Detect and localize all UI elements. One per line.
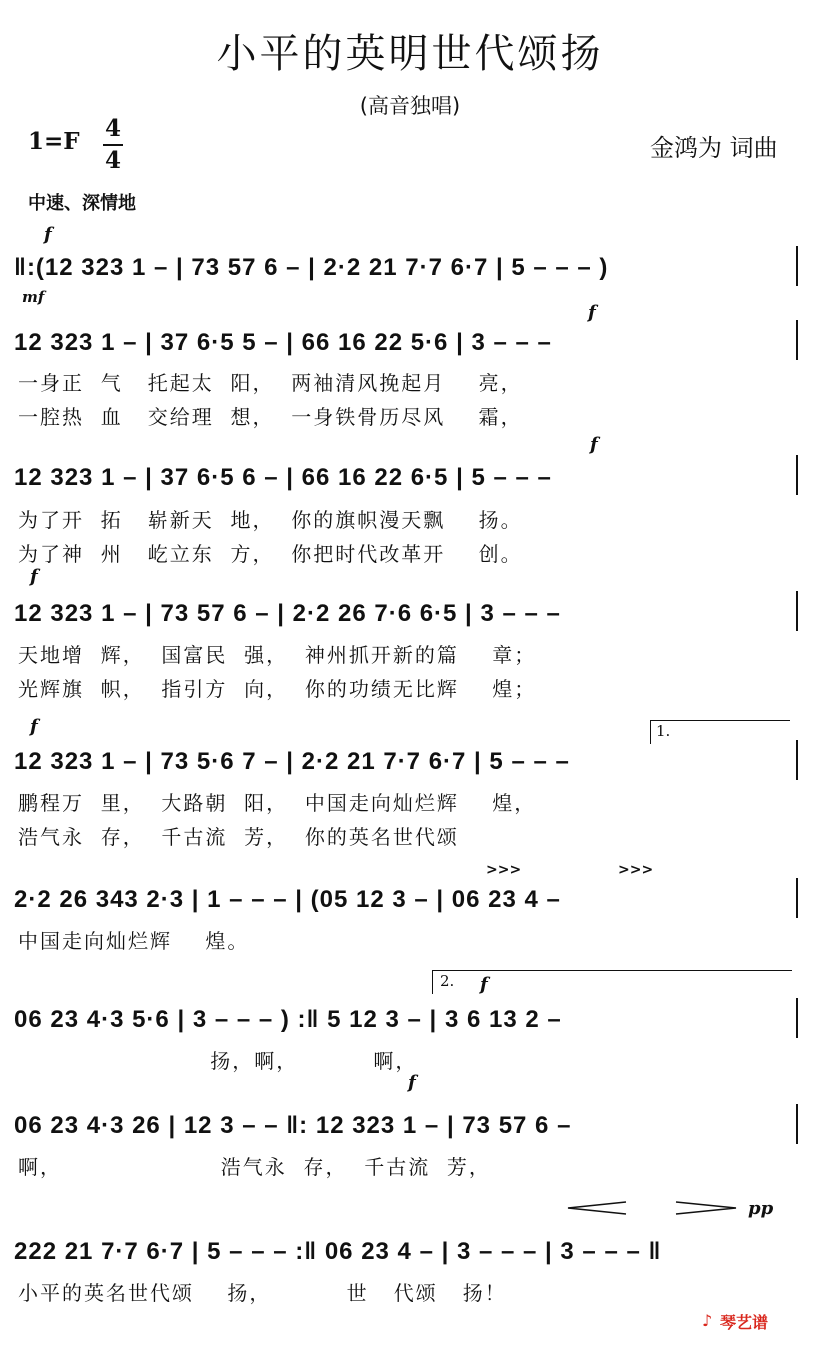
page-title: 小平的英明世代颂扬 [216, 31, 604, 77]
key-signature: 1=F [28, 128, 80, 155]
volta-bracket [432, 970, 433, 994]
lyrics-3-verse-1: 为了开 拓 崭新天 地， 你的旗帜漫天飘 扬。 [18, 508, 523, 532]
dynamic-forte: f [588, 302, 596, 323]
dynamic-forte: f [590, 434, 598, 455]
lyrics-2-verse-1: 一身正 气 托起太 阳， 两袖清风挽起月 亮， [18, 371, 523, 395]
time-signature-top: 4 [104, 115, 121, 142]
dynamic-forte: f [44, 224, 52, 245]
volta-bracket-line [650, 720, 790, 721]
notation-line-2: 12 323 1 – | 37 6·5 5 – | 66 16 22 5·6 | 3 – – – [14, 329, 552, 356]
barline [796, 320, 798, 360]
lyrics-6: 中国走向灿烂辉 煌。 [18, 929, 250, 953]
decrescendo-hairpin [676, 1202, 736, 1214]
notation-line-9: 222 21 7·7 6·7 | 5 – – – :‖ 06 23 4 – | 3 – – – | 3 – – – ‖ [14, 1238, 662, 1265]
logo-icon: ♪ [702, 1311, 713, 1330]
volta-bracket [650, 720, 651, 744]
accent-marks: >>> [486, 862, 522, 878]
lyrics-4-verse-1: 天地增 辉， 国富民 强， 神州抓开新的篇 章； [18, 643, 537, 667]
barline [796, 998, 798, 1038]
notation-line-6: 2·2 26 343 2·3 | 1 – – – | (05 12 3 – | 06 23 4 – [14, 886, 561, 913]
dynamic-forte: f [30, 566, 38, 587]
crescendo-hairpin [568, 1202, 626, 1214]
dynamic-forte: f [30, 716, 38, 737]
notation-line-1: ‖:(12 323 1 – | 73 57 6 – | 2·2 21 7·7 6·7 | 5 – – – ) [14, 254, 609, 281]
tempo-marking: 中速、深情地 [28, 193, 136, 214]
time-signature [100, 114, 126, 176]
dynamic-forte: f [480, 974, 488, 995]
barline [796, 246, 798, 286]
lyrics-2-verse-2: 一腔热 血 交给理 想， 一身铁骨历尽风 霜， [18, 405, 523, 429]
notation-line-4: 12 323 1 – | 73 57 6 – | 2·2 26 7·6 6·5 | 3 – – – [14, 600, 561, 627]
dynamic-forte: f [408, 1072, 416, 1093]
volta-1-label: 1. [656, 722, 671, 740]
time-signature-bottom: 4 [104, 147, 121, 174]
lyrics-9: 小平的英名世代颂 扬， 世 代颂 扬！ [18, 1281, 507, 1305]
lyrics-5-verse-2: 浩气永 存， 千古流 芳， 你的英名世代颂 [18, 825, 459, 849]
volta-bracket-line [432, 970, 792, 971]
barline [796, 1104, 798, 1144]
lyrics-7: 扬，啊， 啊， [18, 1049, 418, 1073]
lyrics-3-verse-2: 为了神 州 屹立东 方， 你把时代改革开 创。 [18, 542, 523, 566]
accent-marks: >>> [618, 862, 654, 878]
barline [796, 878, 798, 918]
notation-line-5: 12 323 1 – | 73 5·6 7 – | 2·2 21 7·7 6·7 | 5 – – – [14, 748, 570, 775]
author-credit: 金鸿为 词曲 [650, 134, 778, 162]
notation-line-7: 06 23 4·3 5·6 | 3 – – – ) :‖ 5 12 3 – | 3 6 13 2 – [14, 1006, 562, 1033]
barline [796, 740, 798, 780]
dynamic-pianissimo: pp [748, 1198, 774, 1219]
lyrics-4-verse-2: 光辉旗 帜， 指引方 向， 你的功绩无比辉 煌； [18, 677, 537, 701]
subtitle: (高音独唱) [359, 94, 461, 118]
volta-2-label: 2. [440, 972, 455, 990]
lyrics-5-verse-1: 鹏程万 里， 大路朝 阳， 中国走向灿烂辉 煌， [18, 791, 537, 815]
barline [796, 591, 798, 631]
lyrics-8: 啊， 浩气永 存， 千古流 芳， [18, 1155, 491, 1179]
watermark: 琴艺谱 [720, 1313, 769, 1332]
dynamic-mezzo-forte: mf [22, 288, 45, 306]
barline [796, 455, 798, 495]
notation-line-8: 06 23 4·3 26 | 12 3 – – ‖: 12 323 1 – | 73 57 6 – [14, 1112, 572, 1139]
crescendo-decrescendo-hairpins [566, 1198, 746, 1222]
notation-line-3: 12 323 1 – | 37 6·5 6 – | 66 16 22 6·5 | 5 – – – [14, 464, 552, 491]
